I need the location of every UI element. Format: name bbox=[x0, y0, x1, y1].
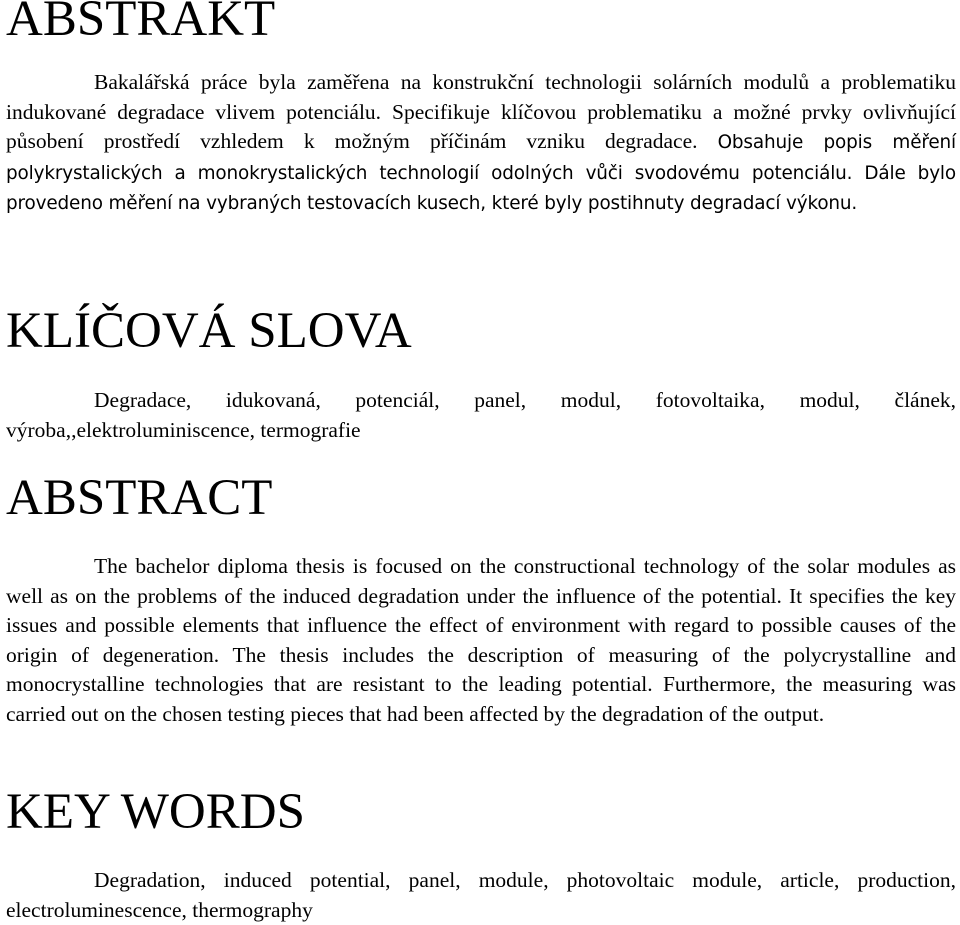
heading-abstract: ABSTRACT bbox=[6, 470, 273, 526]
heading-klicova-slova: KLÍČOVÁ SLOVA bbox=[6, 303, 412, 359]
abstrakt-text-part2: Obsahuje popis měření polykrystalických a monokrystalických technologií odolných vůči svodovému potenciálu. Dále bylo provedeno měření na vybraných testovacích kusech, které byly postihnuty degradací výkonu. bbox=[6, 132, 956, 214]
paragraph-abstract: The bachelor diploma thesis is focused on the constructional technology of the solar modules as well as on the problems of the induced degradation under the influence of the potential. It specifies the key issues and possible elements that influence the effect of environment with regard to possible causes of the origin of degeneration. The thesis includes the description of measuring of the polycrystalline and monocrystalline technologies that are resistant to the leading potential. Furthermore, the measuring was carried out on the chosen testing pieces that had been affected by the degradation of the output. bbox=[6, 554, 956, 726]
abstrakt-text-part1: Bakalářská práce byla zaměřena na konstrukční technologii solárních modulů a problematiku indukované degradace vlivem potenciálu. Specifikuje klíčovou problematiku a možné prvky ovlivňující působení prostředí vzhledem k možným příčinám vzniku degradace. bbox=[6, 70, 956, 153]
paragraph-klicova-slova: Degradace, idukovaná, potenciál, panel, modul, fotovoltaika, modul, článek, výroba,,elektroluminiscence, termografie bbox=[6, 388, 956, 442]
paragraph-key-words: Degradation, induced potential, panel, module, photovoltaic module, article, production, electroluminescence, thermography bbox=[6, 868, 956, 922]
heading-abstrakt: ABSTRAKT bbox=[6, 0, 276, 47]
paragraph-abstrakt bbox=[6, 68, 956, 219]
heading-key-words: KEY WORDS bbox=[6, 784, 305, 840]
